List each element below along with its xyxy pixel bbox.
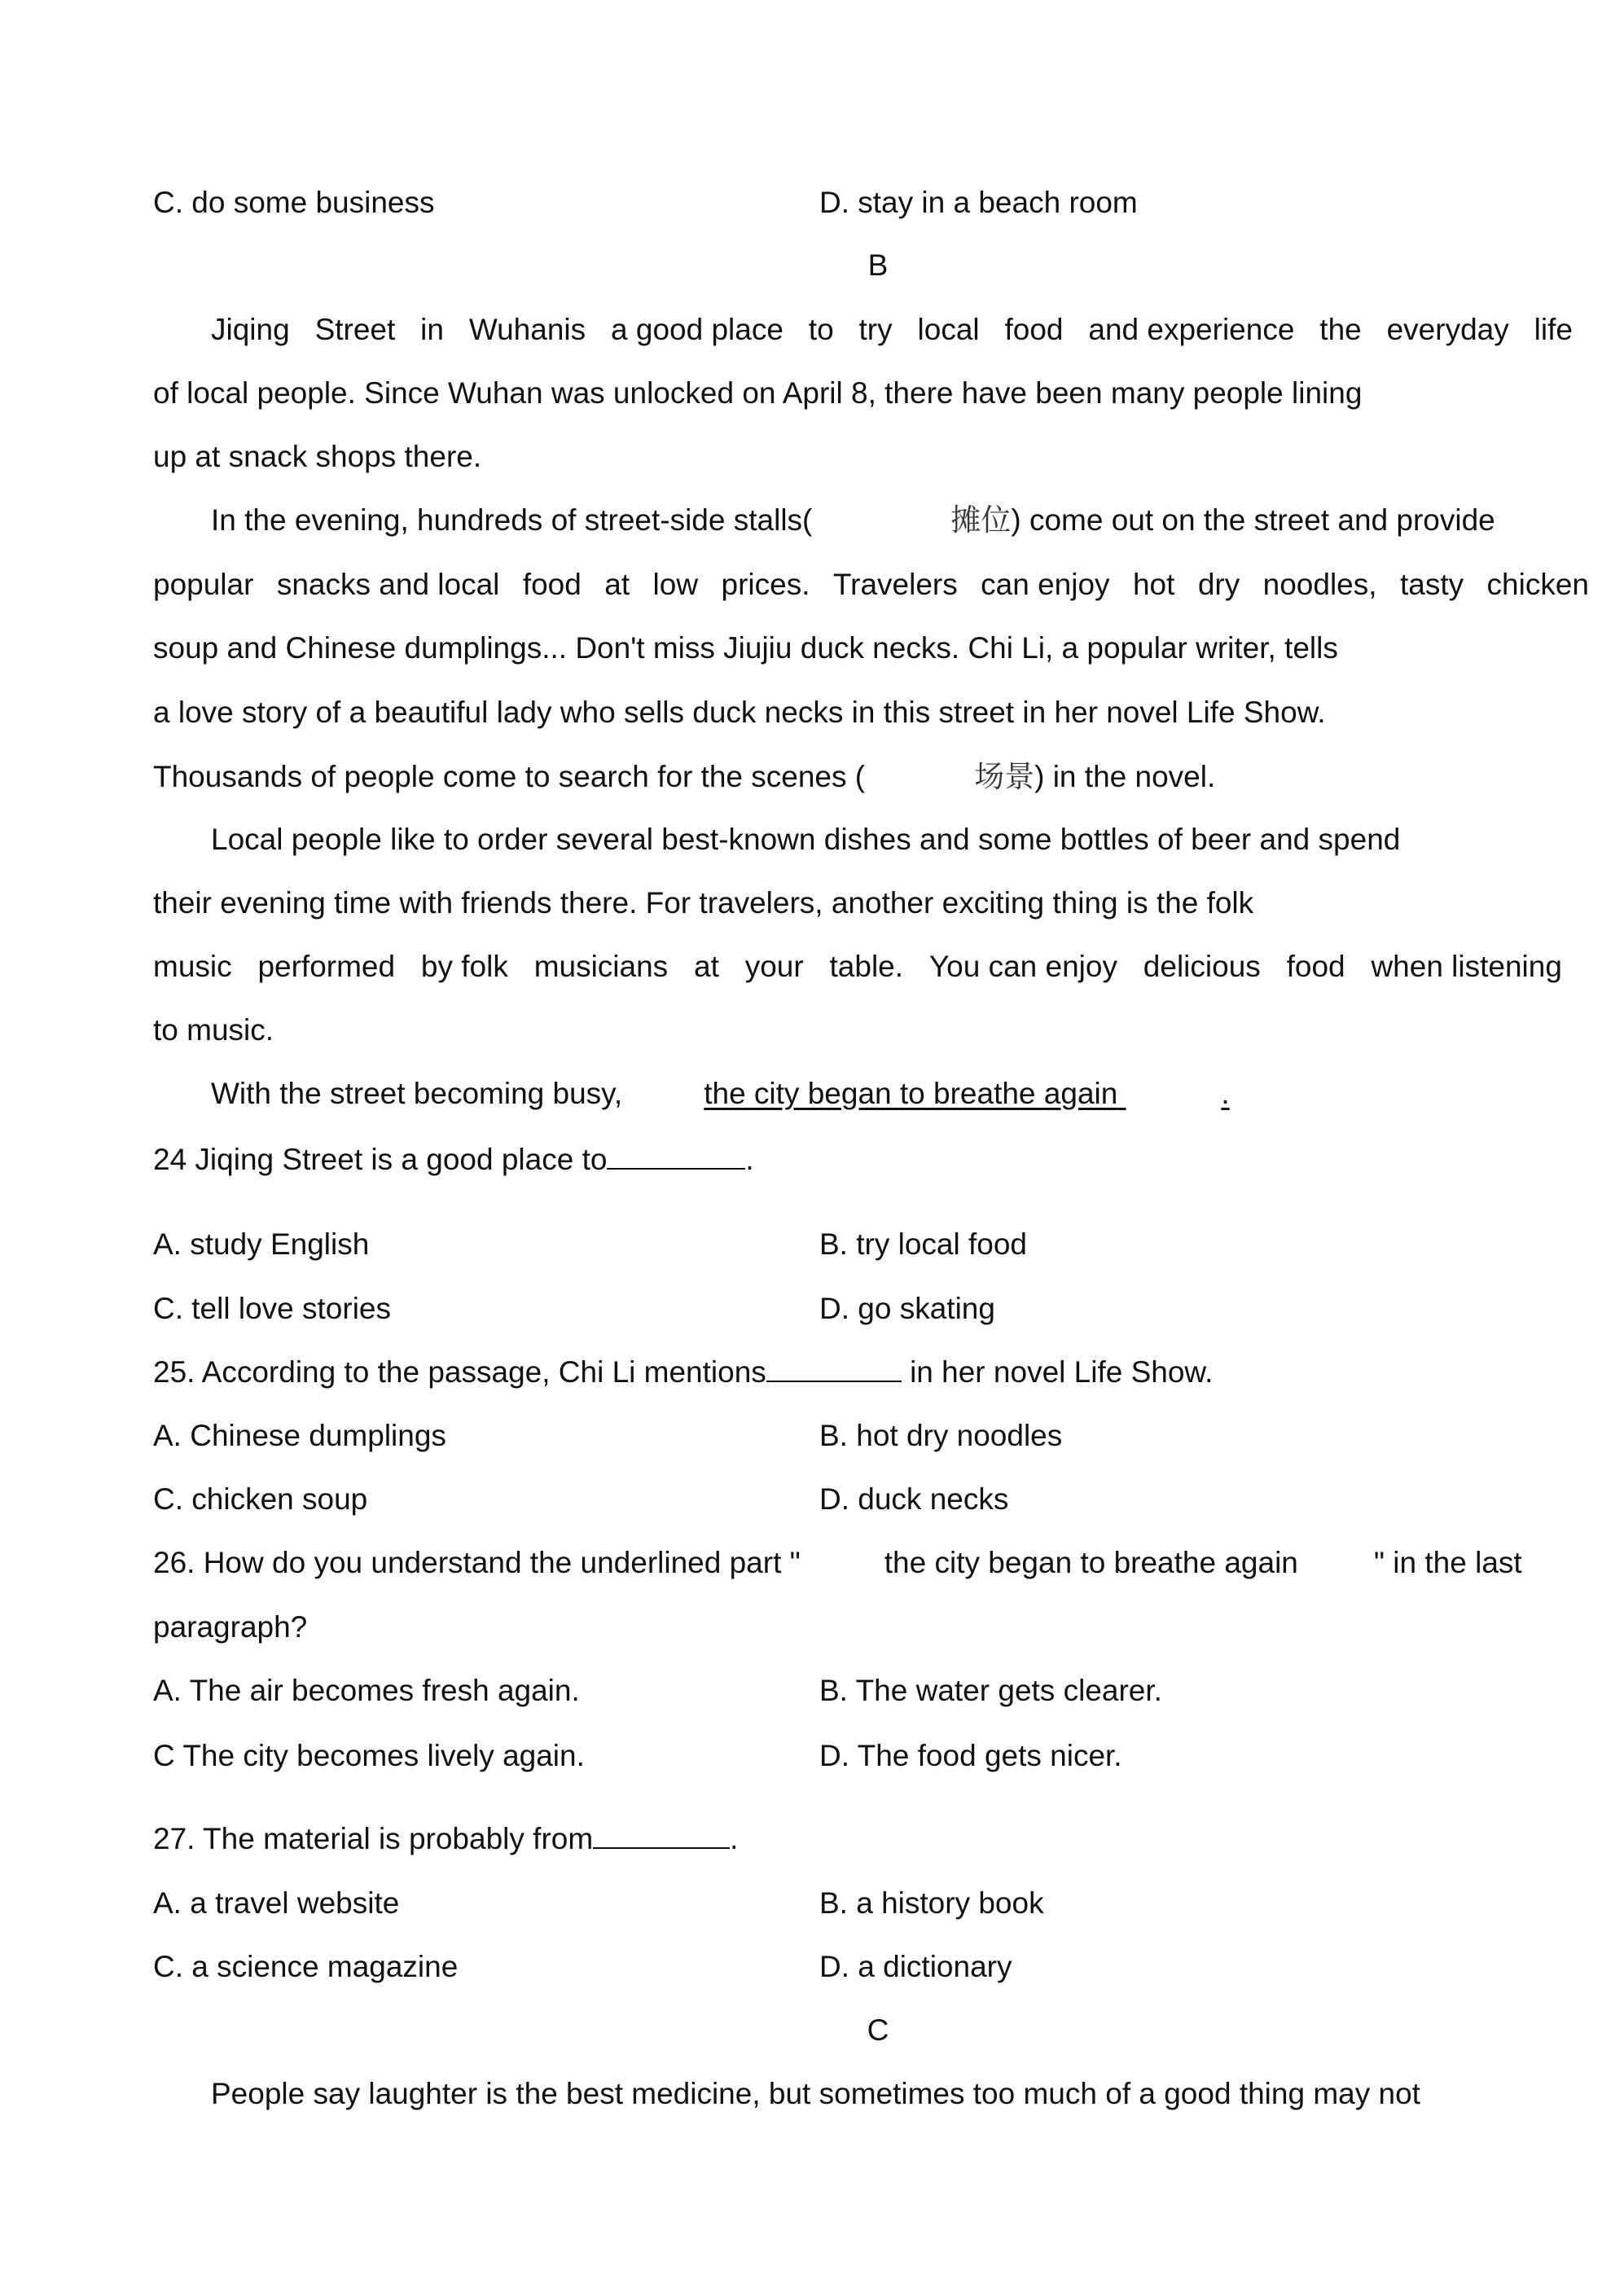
underlined-phrase: the city began to breathe again <box>704 1077 1118 1110</box>
q24-option-b[interactable]: B. try local food <box>819 1227 1028 1261</box>
section-b-heading: B <box>867 248 889 282</box>
q24-answer-blank[interactable] <box>607 1167 745 1170</box>
passage-b-p3-line4: to music. <box>153 1013 274 1047</box>
passage-b-p2-line3: soup and Chinese dumplings... Don't miss Jiujiu duck necks. Chi Li, a popular writer, tells <box>153 631 1338 665</box>
p1-line1-word: life <box>1534 313 1573 346</box>
p1-line1-word: in <box>420 313 444 346</box>
q25-option-b[interactable]: B. hot dry noodles <box>819 1419 1063 1452</box>
passage-b-p2-line5 <box>153 759 1216 794</box>
p2-line5-text-b: ) in the novel. <box>1034 760 1216 793</box>
q25-option-a[interactable]: A. Chinese dumplings <box>153 1419 446 1452</box>
p2-line1-text-b: ) come out on the street and provide <box>1011 503 1495 537</box>
p3-line3-word: food <box>1286 950 1345 983</box>
q26-stem <box>153 1547 1522 1578</box>
q27-answer-blank[interactable] <box>593 1846 730 1849</box>
p3-line3-word: music <box>153 950 232 983</box>
q24-stem-text: 24 Jiqing Street is a good place to <box>153 1143 608 1176</box>
q24-option-a[interactable]: A. study English <box>153 1227 370 1261</box>
q26-option-c[interactable]: C The city becomes lively again. <box>153 1739 585 1772</box>
q25-option-d[interactable]: D. duck necks <box>819 1482 1009 1516</box>
q26-stem-line2: paragraph? <box>153 1610 308 1644</box>
p1-line1-word: everyday <box>1386 313 1509 346</box>
p1-line1-word: Wuhanis <box>468 313 586 346</box>
passage-b-p3-line2: their evening time with friends there. For travelers, another exciting thing is the folk <box>153 886 1254 920</box>
passage-b-p3-line1: Local people like to order several best-known dishes and some bottles of beer and spend <box>211 823 1401 856</box>
p1-line1-word: Jiqing <box>211 313 290 346</box>
p2-line2-word: tasty <box>1399 568 1464 601</box>
p3-line3-word: You can enjoy <box>928 950 1117 983</box>
p2-line2-word: noodles, <box>1262 568 1377 601</box>
p1-line1-word: the <box>1319 313 1362 346</box>
q26-stem-end: " in the last <box>1373 1546 1522 1579</box>
q27-option-a[interactable]: A. a travel website <box>153 1886 400 1920</box>
q27-option-c[interactable]: C. a science magazine <box>153 1950 459 1983</box>
p2-line2-word: food <box>522 568 582 601</box>
p2-line2-word: dry <box>1197 568 1240 601</box>
p1-line1-word: try <box>858 313 893 346</box>
p2-line2-word: can enjoy <box>981 568 1110 601</box>
p2-line1-text-a: In the evening, hundreds of street-side stalls( <box>211 503 813 537</box>
q27-stem <box>153 1824 738 1854</box>
p3-line3-word: delicious <box>1143 950 1261 983</box>
q23-option-c[interactable]: C. do some business <box>153 186 435 219</box>
q26-option-a[interactable]: A. The air becomes fresh again. <box>153 1674 580 1707</box>
q27-option-b[interactable]: B. a history book <box>819 1886 1044 1920</box>
q24-stem-end: . <box>745 1143 754 1176</box>
passage-b-p3-line3 <box>153 951 1562 981</box>
passage-b-p1-line3: up at snack shops there. <box>153 440 482 473</box>
p1-line1-word: a good place <box>611 313 783 346</box>
p3-line3-word: by folk <box>420 950 508 983</box>
p2-line2-word: low <box>652 568 699 601</box>
passage-c-p1-line1: People say laughter is the best medicine, but sometimes too much of a good thing may not <box>211 2077 1420 2110</box>
passage-b-p2-line4: a love story of a beautiful lady who sells duck necks in this street in her novel Life Show. <box>153 696 1326 729</box>
q27-stem-text: 27. The material is probably from <box>153 1822 594 1855</box>
passage-b-p2-line2 <box>153 569 1589 599</box>
p1-line1-word: food <box>1004 313 1064 346</box>
passage-b-p4 <box>211 1078 1230 1108</box>
passage-b-p2-line1 <box>211 503 1495 538</box>
p1-line1-word: local <box>917 313 980 346</box>
q25-stem <box>153 1357 1213 1387</box>
q26-option-b[interactable]: B. The water gets clearer. <box>819 1674 1162 1707</box>
q26-option-d[interactable]: D. The food gets nicer. <box>819 1739 1122 1772</box>
p2-line2-word: hot <box>1132 568 1175 601</box>
q25-stem-end: in her novel Life Show. <box>901 1355 1214 1389</box>
p4-period: . <box>1221 1077 1230 1110</box>
p4-text-a: With the street becoming busy, <box>211 1077 623 1110</box>
p1-line1-word: to <box>808 313 834 346</box>
q24-option-c[interactable]: C. tell love stories <box>153 1292 391 1325</box>
p2-line2-word: at <box>604 568 630 601</box>
p3-line3-word: your <box>744 950 804 983</box>
q26-stem-text: 26. How do you understand the underlined part " <box>153 1546 801 1579</box>
q25-option-c[interactable]: C. chicken soup <box>153 1482 368 1516</box>
q26-quoted-phrase: the city began to breathe again <box>884 1546 1298 1579</box>
q27-option-d[interactable]: D. a dictionary <box>819 1950 1012 1983</box>
section-c-heading: C <box>867 2013 889 2047</box>
p3-line3-word: musicians <box>533 950 669 983</box>
q25-stem-text: 25. According to the passage, Chi Li mentions <box>153 1355 766 1389</box>
passage-b-p1-line1 <box>211 314 1573 345</box>
q27-stem-end: . <box>730 1822 739 1855</box>
p2-line2-word: popular <box>153 568 254 601</box>
p2-line2-word: snacks and local <box>276 568 500 601</box>
scene-gloss: 场景 <box>974 759 1035 794</box>
q25-answer-blank[interactable] <box>766 1380 902 1382</box>
q23-option-d[interactable]: D. stay in a beach room <box>819 186 1138 219</box>
p2-line2-word: prices. <box>721 568 810 601</box>
p2-line5-text-a: Thousands of people come to search for the scenes ( <box>153 760 866 793</box>
p3-line3-word: table. <box>829 950 904 983</box>
p3-line3-word: at <box>694 950 719 983</box>
p1-line1-word: Street <box>314 313 396 346</box>
p3-line3-word: when listening <box>1371 950 1562 983</box>
p2-line2-word: Travelers <box>832 568 958 601</box>
q24-stem <box>153 1144 754 1174</box>
p1-line1-word: and experience <box>1088 313 1295 346</box>
p3-line3-word: performed <box>257 950 396 983</box>
p2-line2-word: chicken <box>1486 568 1589 601</box>
stall-gloss: 摊位 <box>950 503 1012 538</box>
q24-option-d[interactable]: D. go skating <box>819 1292 995 1325</box>
passage-b-p1-line2: of local people. Since Wuhan was unlocked on April 8, there have been many people lining <box>153 376 1363 410</box>
